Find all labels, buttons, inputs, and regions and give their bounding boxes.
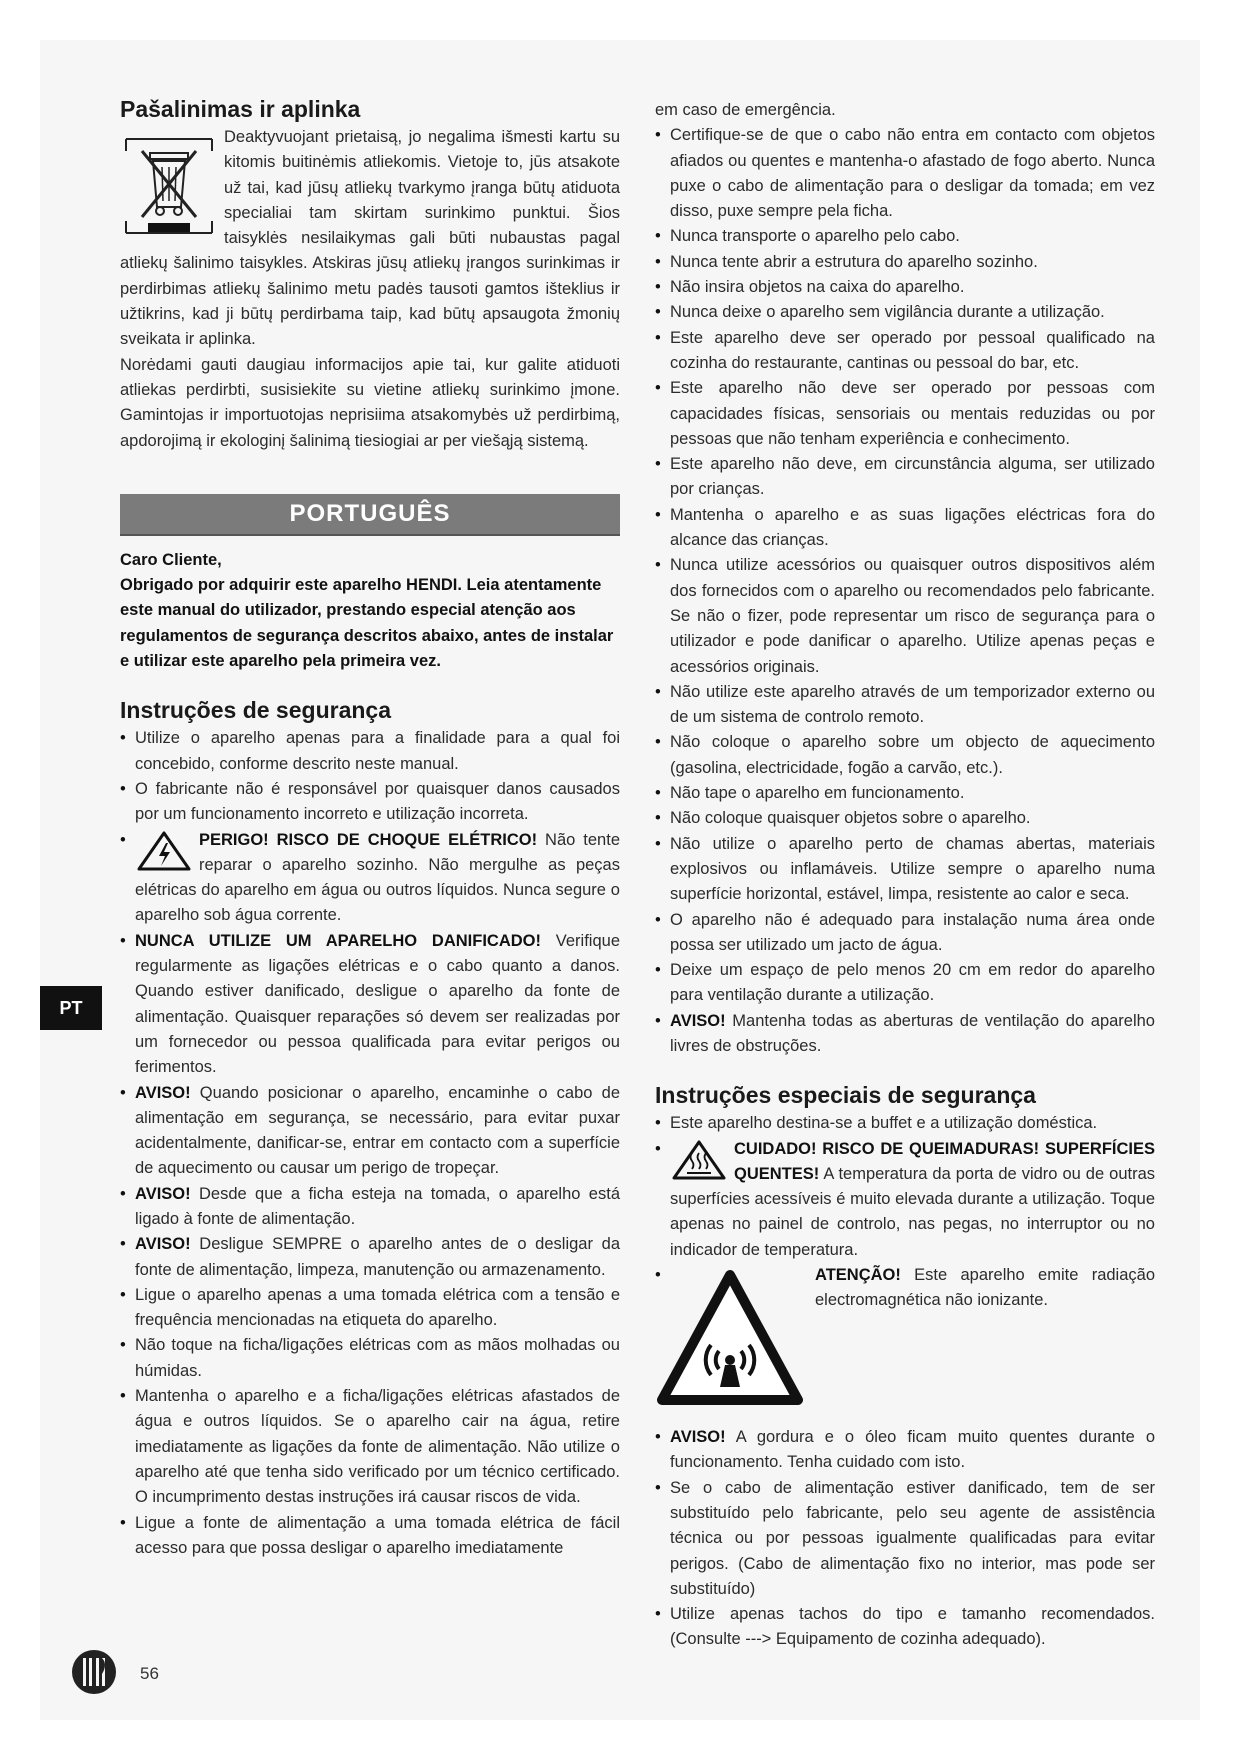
list-item: • Este aparelho deve ser operado por pessoal qualificado na cozinha do restaurante, cantinas ou pessoal do bar, etc. bbox=[655, 326, 1155, 377]
radiation-warning-icon bbox=[655, 1265, 805, 1415]
electric-shock-warning-icon bbox=[135, 830, 193, 872]
continuation-text: em caso de emergência. bbox=[655, 101, 836, 119]
disposal-section bbox=[120, 125, 620, 454]
list-item: • Certifique-se de que o cabo não entra em contacto com objetos afiados ou quentes e mantenha-o afastado de fogo aberto. Nunca puxe o cabo de alimentação para o desligar da tomada; em vez disso, puxe sempre pela ficha. bbox=[655, 123, 1155, 224]
hot-surface-warning-icon bbox=[670, 1139, 728, 1181]
list-item: • Deixe um espaço de pelo menos 20 cm em redor do aparelho para ventilação durante a utilização. bbox=[655, 958, 1155, 1009]
list-item: • Nunca utilize acessórios ou quaisquer outros dispositivos além dos fornecidos com o aparelho ou recomendados pelo fabricante. Se não o fizer, pode representar um risco de segurança para o utilizador e pode danificar o aparelho. Utilize apenas peças e acessórios originais. bbox=[655, 553, 1155, 679]
list-item: • O aparelho não é adequado para instalação numa área onde possa ser utilizado um jacto de água. bbox=[655, 908, 1155, 959]
language-tab: PT bbox=[40, 986, 102, 1030]
language-banner: PORTUGUÊS bbox=[120, 494, 620, 536]
special-safety-list bbox=[655, 1111, 1155, 1652]
list-item: • Não utilize este aparelho através de um temporizador externo ou de um sistema de controlo remoto. bbox=[655, 680, 1155, 731]
list-item: • Não toque na ficha/ligações elétricas com as mãos molhadas ou húmidas. bbox=[120, 1333, 620, 1384]
list-item: • O fabricante não é responsável por quaisquer danos causados por um funcionamento incorreto e utilização incorreta. bbox=[120, 777, 620, 828]
list-item: • Não coloque quaisquer objetos sobre o aparelho. bbox=[655, 806, 1155, 831]
list-item: • Nunca tente abrir a estrutura do aparelho sozinho. bbox=[655, 250, 1155, 275]
list-item: • Este aparelho destina-se a buffet e a utilização doméstica. bbox=[655, 1111, 1155, 1136]
list-item: • Utilize apenas tachos do tipo e tamanho recomendados. (Consulte ---> Equipamento de cozinha adequado). bbox=[655, 1602, 1155, 1653]
list-item: • AVISO! Desde que a ficha esteja na tomada, o aparelho está ligado à fonte de alimentação. bbox=[120, 1182, 620, 1233]
list-item: • ATENÇÃO! Este aparelho emite radiação electromagnética não ionizante. bbox=[655, 1263, 1155, 1425]
list-item: • AVISO! Desligue SEMPRE o aparelho antes de o desligar da fonte de alimentação, limpeza, manutenção ou armazenamento. bbox=[120, 1232, 620, 1283]
disposal-text-2: Norėdami gauti daugiau informacijos apie tai, kur galite atiduoti atliekas perdirbti, susisiekite su vietine atliekų surinkimo įmone. Gamintojas ir importuotojas neprisiima atsakomybės už perdirbimą, apdorojimą ir ekologinį šalinimą tiesiogiai ar per viešąją sistemą. bbox=[120, 355, 620, 450]
greeting: Caro Cliente, bbox=[120, 550, 222, 569]
list-item: • Utilize o aparelho apenas para a finalidade para a qual foi concebido, conforme descrito neste manual. bbox=[120, 726, 620, 777]
list-item: • Mantenha o aparelho e as suas ligações eléctricas fora do alcance das crianças. bbox=[655, 503, 1155, 554]
list-item: • PERIGO! RISCO DE CHOQUE ELÉTRICO! Não tente reparar o aparelho sozinho. Não mergulhe as peças elétricas do aparelho em água ou outros líquidos. Nunca segure o aparelho sob água corrente. bbox=[120, 828, 620, 929]
list-item: • Este aparelho não deve, em circunstância alguma, ser utilizado por crianças. bbox=[655, 452, 1155, 503]
right-column bbox=[655, 98, 1155, 1653]
weee-bin-icon bbox=[120, 129, 218, 241]
list-item: • AVISO! Quando posicionar o aparelho, encaminhe o cabo de alimentação em segurança, se necessário, para evitar puxar acidentalmente, danificar-se, entrar em contacto com a superfície de aquecimento ou causar um perigo de tropeçar. bbox=[120, 1081, 620, 1182]
safety-list bbox=[120, 726, 620, 1561]
list-item: • Se o cabo de alimentação estiver danificado, tem de ser substituído pelo fabricante, pelo seu agente de assistência técnica ou por pessoas igualmente qualificadas para evitar perigos. (Cabo de alimentação fixo no interior, mas pode ser substituído) bbox=[655, 1476, 1155, 1602]
list-item: • Ligue o aparelho apenas a uma tomada elétrica com a tensão e frequência mencionadas na etiqueta do aparelho. bbox=[120, 1283, 620, 1334]
safety-title: Instruções de segurança bbox=[120, 697, 391, 724]
special-safety-title: Instruções especiais de segurança bbox=[655, 1082, 1036, 1109]
intro-text: Obrigado por adquirir este aparelho HENDI. Leia atentamente este manual do utilizador, prestando especial atenção aos regulamentos de segurança descritos abaixo, antes de instalar e utilizar este aparelho pela primeira vez. bbox=[120, 576, 614, 671]
list-item: • Não coloque o aparelho sobre um objecto de aquecimento (gasolina, electricidade, fogão a carvão, etc.). bbox=[655, 730, 1155, 781]
list-item: • Não utilize o aparelho perto de chamas abertas, materiais explosivos ou inflamáveis. Utilize sempre o aparelho numa superfície horizontal, estável, limpa, resistente ao calor e seca. bbox=[655, 832, 1155, 908]
list-item: • AVISO! A gordura e o óleo ficam muito quentes durante o funcionamento. Tenha cuidado com isto. bbox=[655, 1425, 1155, 1476]
list-item: • Mantenha o aparelho e a ficha/ligações elétricas afastados de água e outros líquidos. Se o aparelho cair na água, retire imediatamente as ligações da fonte de alimentação. Não utilize o aparelho até que tenha sido verificado por um técnico certificado. O incumprimento destas instruções irá causar riscos de vida. bbox=[120, 1384, 620, 1510]
list-item: • Este aparelho não deve ser operado por pessoas com capacidades físicas, sensoriais ou mentais reduzidas ou por pessoas que não tenham experiência e conhecimento. bbox=[655, 376, 1155, 452]
list-item: • Não tape o aparelho em funcionamento. bbox=[655, 781, 1155, 806]
page-number: 56 bbox=[140, 1664, 159, 1683]
hendi-logo-icon bbox=[70, 1648, 118, 1696]
list-item: • Nunca deixe o aparelho sem vigilância durante a utilização. bbox=[655, 300, 1155, 325]
list-item: • AVISO! Mantenha todas as aberturas de ventilação do aparelho livres de obstruções. bbox=[655, 1009, 1155, 1060]
list-item: • Ligue a fonte de alimentação a uma tomada elétrica de fácil acesso para que possa desligar o aparelho imediatamente bbox=[120, 1511, 620, 1562]
disposal-text: Deaktyvuojant prietaisą, jo negalima išmesti kartu su kitomis buitinėmis atliekomis. Vietoje to, jūs atsakote už tai, kad jūsų atliekų tvarkymo įranga būtų atiduota specialiai tam skirtam surinkimo punktui. Šios taisyklės nesilaikymas gali būti nubaustas pagal atliekų šalinimo taisykles. Atskiras jūsų atliekų įrangos surinkimas ir perdirbimas atliekų šalinimo metu padės tausoti gamtos išteklius ir užtikrins, kad ji būtų perdirbama taip, kad būtų apsaugota žmonių sveikata ir aplinka. bbox=[120, 128, 620, 349]
list-item: • Não insira objetos na caixa do aparelho. bbox=[655, 275, 1155, 300]
disposal-title: Pašalinimas ir aplinka bbox=[120, 96, 361, 122]
list-item: • CUIDADO! RISCO DE QUEIMADURAS! SUPERFÍCIES QUENTES! A temperatura da porta de vidro ou de outras superfícies acessíveis é muito elevada durante a utilização. Toque apenas no painel de controlo, nas pegas, no interruptor ou no indicador de temperatura. bbox=[655, 1137, 1155, 1263]
safety-list-continued bbox=[655, 123, 1155, 1059]
list-item: • Nunca transporte o aparelho pelo cabo. bbox=[655, 224, 1155, 249]
left-column bbox=[120, 95, 620, 1561]
list-item: • NUNCA UTILIZE UM APARELHO DANIFICADO! Verifique regularmente as ligações elétricas e o cabo quanto a danos. Quando estiver danificado, desligue o aparelho da fonte de alimentação. Quaisquer reparações só devem ser realizadas por um fornecedor ou pessoa qualificada para evitar perigos ou ferimentos. bbox=[120, 929, 620, 1081]
